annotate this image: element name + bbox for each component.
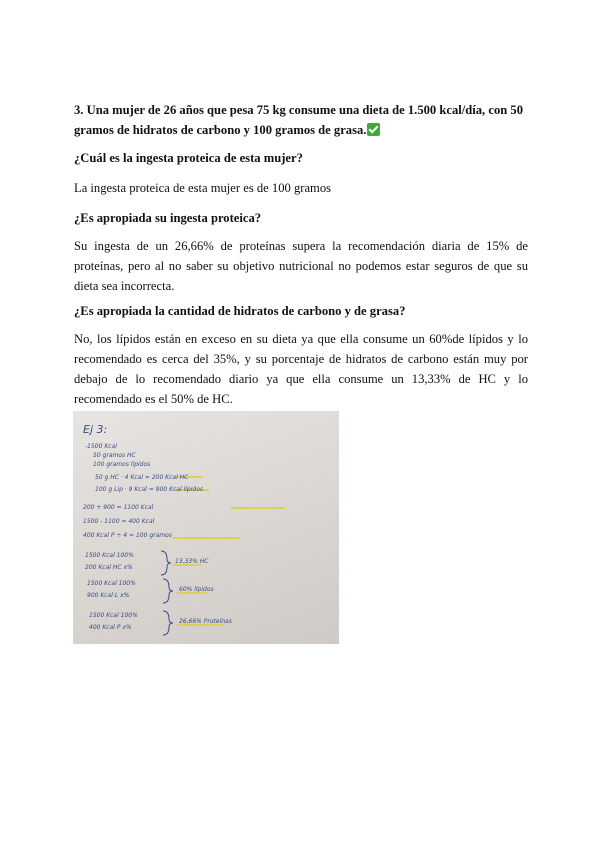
note-line: 13,33% HC (175, 558, 209, 565)
note-line: 100 gramos lípidos (93, 461, 151, 468)
section-answer: Su ingesta de un 26,66% de proteínas supera la recomendación diaria de 15% de proteínas, pero al no saber su objetivo nutricional no podemos estar seguros de que su dieta sea incorrecta. (74, 239, 528, 293)
note-line: 50 g HC · 4 Kcal = 200 Kcal HC (95, 474, 189, 481)
note-line: 26,66% Proteínas (179, 618, 232, 625)
question-title: 3. Una mujer de 26 años que pesa 75 kg consume una dieta de 1.500 kcal/día, con 50 gramos de hidratos de carbono y 100 gramos de grasa. (74, 103, 523, 137)
section-heading: ¿Es apropiada su ingesta proteica? (74, 211, 262, 225)
note-line: 900 Kcal L x% (87, 592, 130, 599)
note-line: 1500 Kcal 100% (87, 580, 136, 587)
section-heading: ¿Cuál es la ingesta proteica de esta mujer? (74, 151, 303, 165)
note-line: 1500 Kcal 100% (89, 612, 138, 619)
note-line: 1500 - 1100 = 400 Kcal (83, 518, 155, 525)
section-answer: La ingesta proteica de esta mujer es de 100 gramos (74, 181, 332, 195)
note-line: 50 gramos HC (93, 452, 136, 459)
section-answer: No, los lípidos están en exceso en su dieta ya que ella consume un 60%de lípidos y lo recomendado es cerca del 35%, y su porcentaje de hidratos de carbono están muy por debajo de lo recomendado diario ya que ella consume un 13,33% de HC y lo recomendado es el 50% de HC. (74, 332, 528, 406)
note-line: 1500 Kcal 100% (85, 552, 134, 559)
note-line: 400 Kcal P x% (89, 624, 132, 631)
note-line: 100 g Lip · 9 Kcal = 900 Kcal lípidos (95, 486, 204, 493)
note-line: 200 + 900 = 1100 Kcal (83, 504, 154, 511)
section-heading: ¿Es apropiada la cantidad de hidratos de carbono y de grasa? (74, 304, 406, 318)
note-line: 400 Kcal P ÷ 4 = 100 gramos (83, 532, 172, 539)
note-line: Ej 3: (83, 423, 108, 436)
note-line: -1500 Kcal (85, 443, 117, 450)
note-line: 200 Kcal HC x% (85, 564, 133, 571)
handwritten-notes-photo (73, 411, 339, 644)
check-mark-icon (367, 123, 380, 136)
note-line: 60% lípidos (179, 586, 214, 593)
